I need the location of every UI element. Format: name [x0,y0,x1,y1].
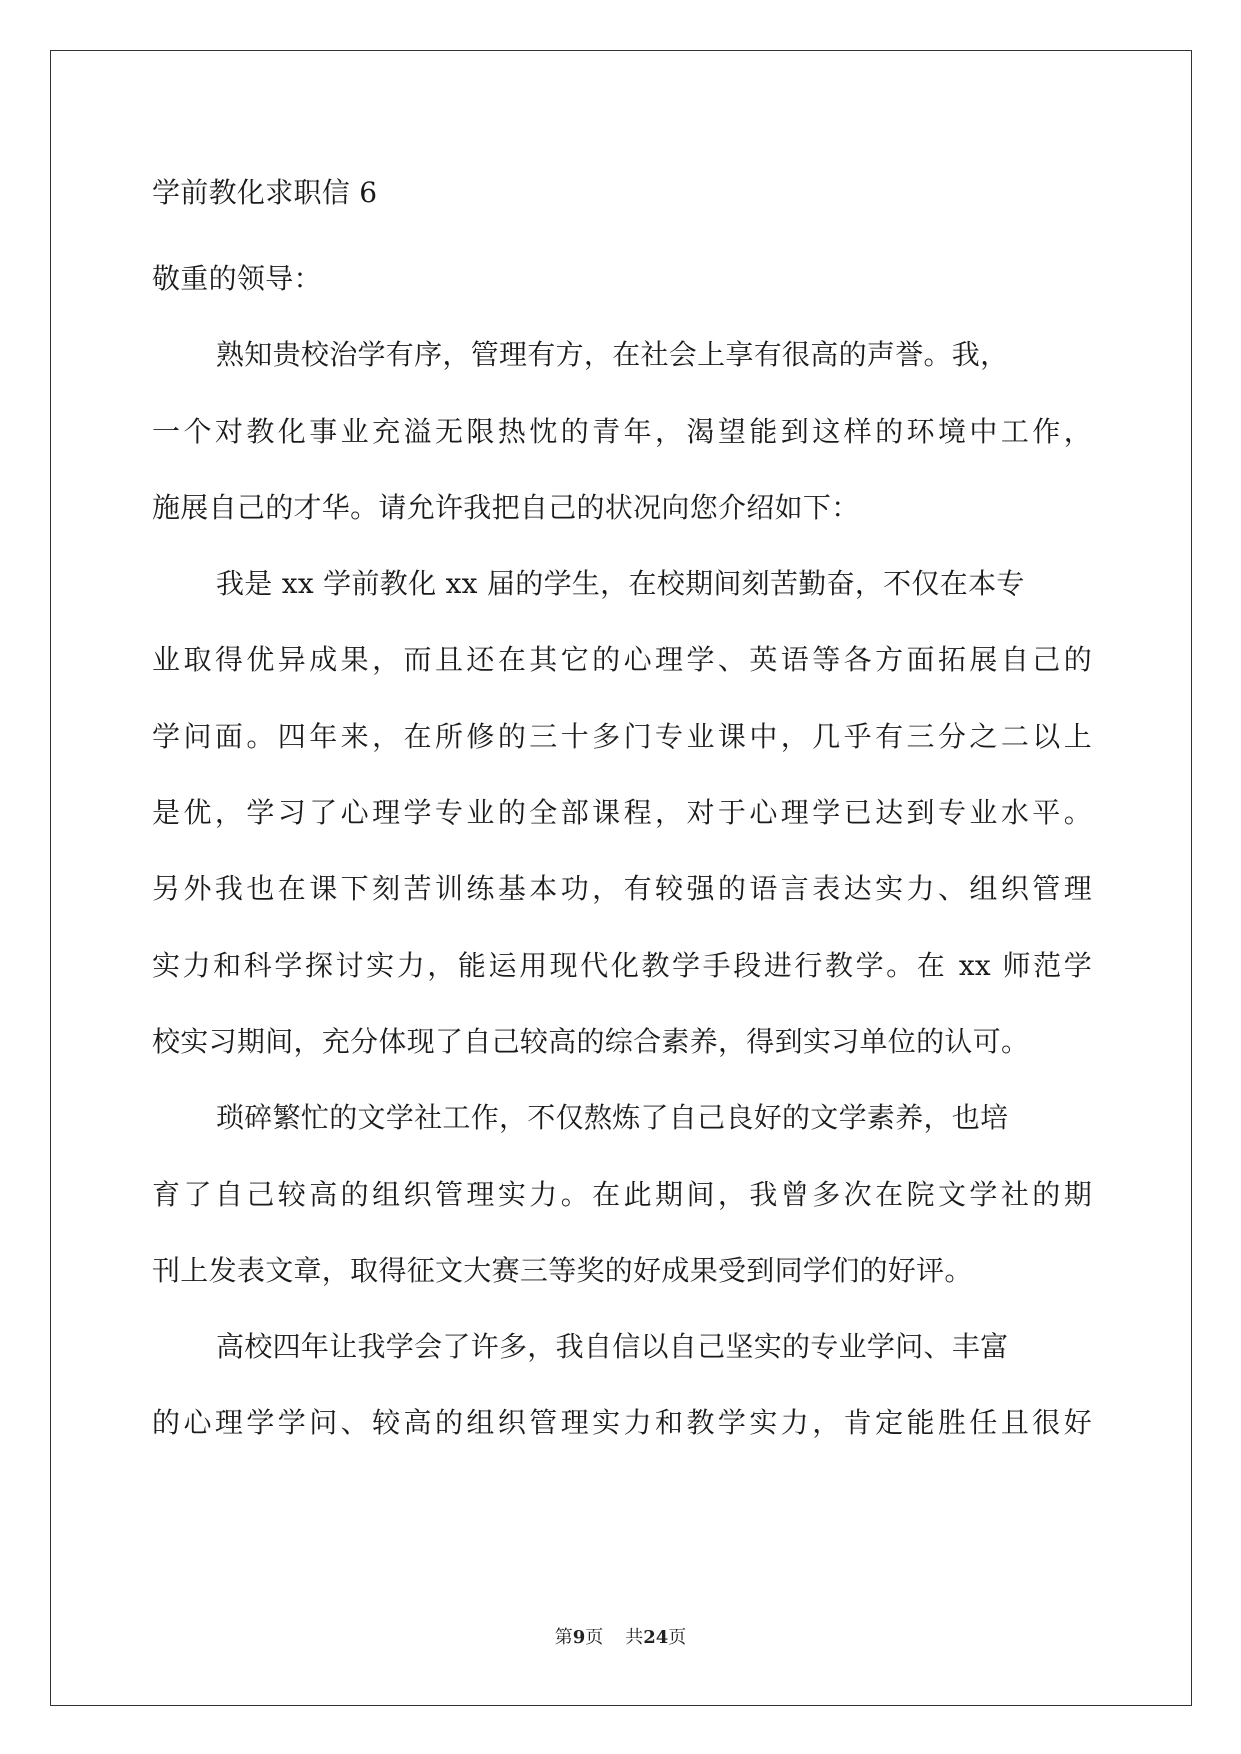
paragraph-4-line-2: 的心理学学问、较高的组织管理实力和教学实力，肯定能胜任且很好 [152,1406,1092,1440]
paragraph-1-line-2: 一个对教化事业充溢无限热忱的青年，渴望能到这样的环境中工作， [152,414,1092,448]
paragraph-3-line-2: 育了自己较高的组织管理实力。在此期间，我曾多次在院文学社的期 [152,1177,1092,1211]
paragraph-3-line-1: 琐碎繁忙的文学社工作，不仅熬炼了自己良好的文学素养，也培 [216,1101,1009,1135]
paragraph-2-line-5: 另外我也在课下刻苦训练基本功，有较强的语言表达实力、组织管理 [152,872,1092,906]
paragraph-4-line-1: 高校四年让我学会了许多，我自信以自己坚实的专业学问、丰富 [216,1330,1009,1364]
page-number: 9 [572,1627,586,1648]
total-suffix: 页 [668,1627,687,1648]
document-title: 学前教化求职信 6 [152,176,378,209]
paragraph-2-line-2: 业取得优异成果，而且还在其它的心理学、英语等各方面拓展自己的 [152,643,1092,677]
paragraph-2-line-3: 学问面。四年来，在所修的三十多门专业课中，几乎有三分之二以上 [152,719,1092,753]
paragraph-2-line-7: 校实习期间，充分体现了自己较高的综合素养，得到实习单位的认可。 [152,1024,1030,1058]
paragraph-2-line-1: 我是 xx 学前教化 xx 届的学生，在校期间刻苦勤奋，不仅在本专 [216,567,1025,601]
page-suffix: 页 [585,1627,604,1648]
paragraph-1-line-3: 施展自己的才华。请允许我把自己的状况向您介绍如下： [152,490,860,524]
total-pages: 24 [643,1627,669,1648]
page-prefix: 第 [554,1627,573,1648]
salutation: 敬重的领导： [152,262,322,295]
paragraph-3-line-3: 刊上发表文章，取得征文大赛三等奖的好成果受到同学们的好评。 [152,1253,973,1287]
paragraph-2-line-4: 是优，学习了心理学专业的全部课程，对于心理学已达到专业水平。 [152,796,1092,830]
paragraph-2-line-6: 实力和科学探讨实力，能运用现代化教学手段进行教学。在 xx 师范学 [152,948,1092,982]
total-prefix: 共 [625,1627,644,1648]
document-body [152,165,1092,1462]
page-footer [0,1626,1241,1650]
paragraph-1-line-1: 熟知贵校治学有序，管理有方，在社会上享有很高的声誉。我， [216,338,1009,372]
